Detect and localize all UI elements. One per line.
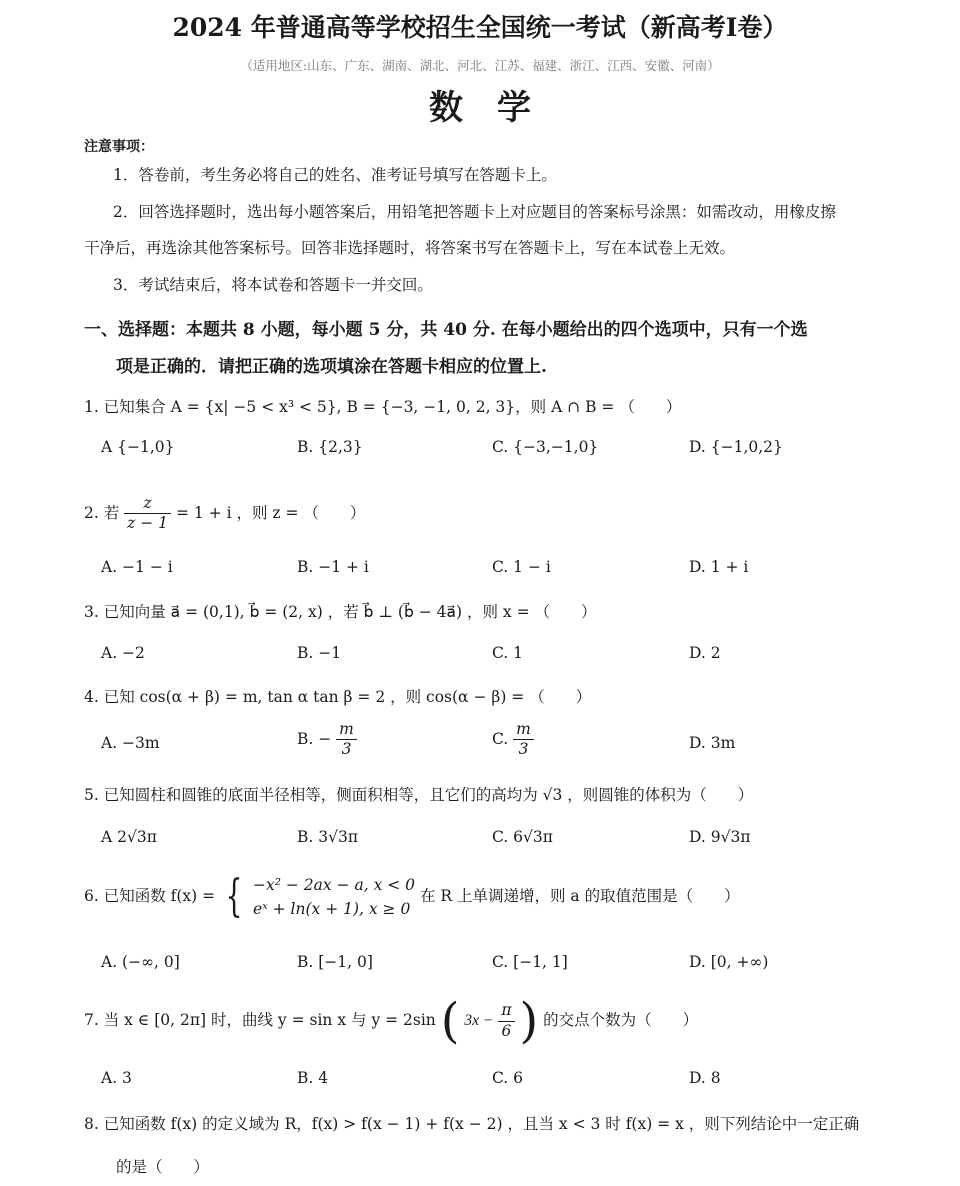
question-6-piece-1: −x² − 2ax − a, x < 0 [253,876,416,894]
question-1-option-a: A {−1,0} [101,438,175,456]
question-3-option-b: B. −1 [297,644,342,662]
question-2-suffix: = 1 + i ，则 z = （ ） [175,503,366,522]
question-6-option-d: D. [0, +∞) [689,953,769,971]
question-7-stem [84,993,699,1049]
question-4-option-a: A. −3m [101,734,160,752]
subject-title: 数学 [429,88,565,128]
question-4-option-c-numerator: m [513,720,534,740]
section-1-heading: 一、选择题：本题共 8 小题，每小题 5 分，共 40 分. 在每小题给出的四个选项中，只有一个选 [84,320,808,340]
question-4-option-b-numerator: m [336,720,357,740]
question-7-option-c: C. 6 [492,1069,524,1087]
applicable-regions: （适用地区:山东、广东、湖南、湖北、河北、江苏、福建、浙江、江西、安徽、河南） [240,58,720,73]
question-7-fraction-numerator: π [498,1001,514,1021]
question-7-prefix: 7. 当 x ∈ [0, 2π] 时，曲线 y = sin x 与 y = 2sin [84,1011,436,1029]
question-5-option-b: B. 3√3π [297,828,359,846]
question-4-option-c-label: C. [492,729,509,748]
notice-item-3: 3．考试结束后，将本试卷和答题卡一并交回。 [113,276,433,294]
question-3-option-c: C. 1 [492,644,524,662]
question-2-fraction-denominator: z − 1 [127,514,169,533]
question-2-option-a: A. −1 − i [101,558,173,576]
question-6-suffix: 在 R 上单调递增，则 a 的取值范围是（ ） [419,887,740,906]
question-5-option-a: A 2√3π [101,828,157,846]
question-6-stem [84,873,740,921]
question-7-suffix: 的交点个数为（ ） [543,1011,699,1029]
question-3-option-a: A. −2 [101,644,145,662]
exam-title: 2024 年普通高等学校招生全国统一考试（新高考Ⅰ卷） [172,13,788,42]
question-4-option-b-fraction [336,720,357,760]
question-7-inner: 3x − [464,1012,494,1029]
question-5-option-d: D. 9√3π [689,828,751,846]
question-1-option-c: C. {−3,−1,0} [492,438,599,456]
question-6-prefix: 6. 已知函数 f(x) = [84,887,216,906]
question-4-option-b-label: B. − [297,729,332,748]
question-3-stem: 3. 已知向量 a⃗ = (0,1), b⃗ = (2, x) ，若 b⃗ ⊥ (b⃗ − 4a⃗) ，则 x = （ ） [84,603,597,621]
question-3-option-d: D. 2 [689,644,721,662]
question-4-stem: 4. 已知 cos(α + β) = m, tan α tan β = 2 ，则 cos(α − β) = （ ） [84,688,592,706]
question-6-piece-2: eˣ + ln(x + 1), x ≥ 0 [253,900,411,919]
question-6-option-b: B. [−1, 0] [297,953,373,971]
question-7-option-b: B. 4 [297,1069,329,1087]
left-paren-icon: ( [440,993,460,1049]
question-8-stem-line-2: 的是（ ） [116,1158,210,1176]
notice-item-1: 1．答卷前，考生务必将自己的姓名、准考证号填写在答题卡上。 [113,166,557,184]
question-5-option-c: C. 6√3π [492,828,553,846]
question-6-option-a: A. (−∞, 0] [101,953,180,971]
question-2-option-c: C. 1 − i [492,558,551,576]
question-2-option-d: D. 1 + i [689,558,749,576]
question-2-option-b: B. −1 + i [297,558,369,576]
question-4-option-c-fraction [513,720,534,760]
question-4-option-b-denominator: 3 [341,740,352,759]
left-brace-icon: { [225,871,243,923]
question-7-fraction-denominator: 6 [501,1021,512,1040]
question-1-option-d: D. {−1,0,2} [689,438,783,456]
section-1-heading-cont: 项是正确的．请把正确的选项填涂在答题卡相应的位置上. [116,357,547,377]
question-4-option-b [297,720,357,760]
question-4-option-d: D. 3m [689,734,736,752]
notice-heading: 注意事项： [84,139,154,155]
question-2-fraction-numerator: z [124,494,171,514]
question-7-fraction [498,1001,514,1041]
question-7-option-d: D. 8 [689,1069,721,1087]
question-2-fraction [124,494,171,534]
question-1-option-b: B. {2,3} [297,438,363,456]
question-4-option-c-denominator: 3 [518,740,529,759]
question-1-stem: 1. 已知集合 A = {x| −5 < x³ < 5}, B = {−3, −1, 0, 2, 3}，则 A ∩ B = （ ） [84,398,682,416]
question-7-option-a: A. 3 [101,1069,132,1087]
notice-item-2-line-2: 干净后，再选涂其他答案标号。回答非选择题时，将答案书写在答题卡上，写在本试卷上无效。 [84,239,736,257]
notice-item-2-line-1: 2．回答选择题时，选出每小题答案后，用铅笔把答题卡上对应题目的答案标号涂黑：如需改动，用橡皮擦 [113,203,836,221]
question-8-stem-line-1: 8. 已知函数 f(x) 的定义域为 R，f(x) > f(x − 1) + f(x − 2) ，且当 x < 3 时 f(x) = x ，则下列结论中一定正确 [84,1115,860,1133]
question-6-piecewise [253,873,415,921]
question-2-prefix: 2. 若 [84,503,120,522]
right-paren-icon: ) [519,993,539,1049]
question-2-stem [84,494,365,534]
question-6-option-c: C. [−1, 1] [492,953,568,971]
question-5-stem: 5. 已知圆柱和圆锥的底面半径相等，侧面积相等，且它们的高均为 √3 ，则圆锥的体积为（ ） [84,786,754,804]
question-4-option-c [492,720,534,760]
